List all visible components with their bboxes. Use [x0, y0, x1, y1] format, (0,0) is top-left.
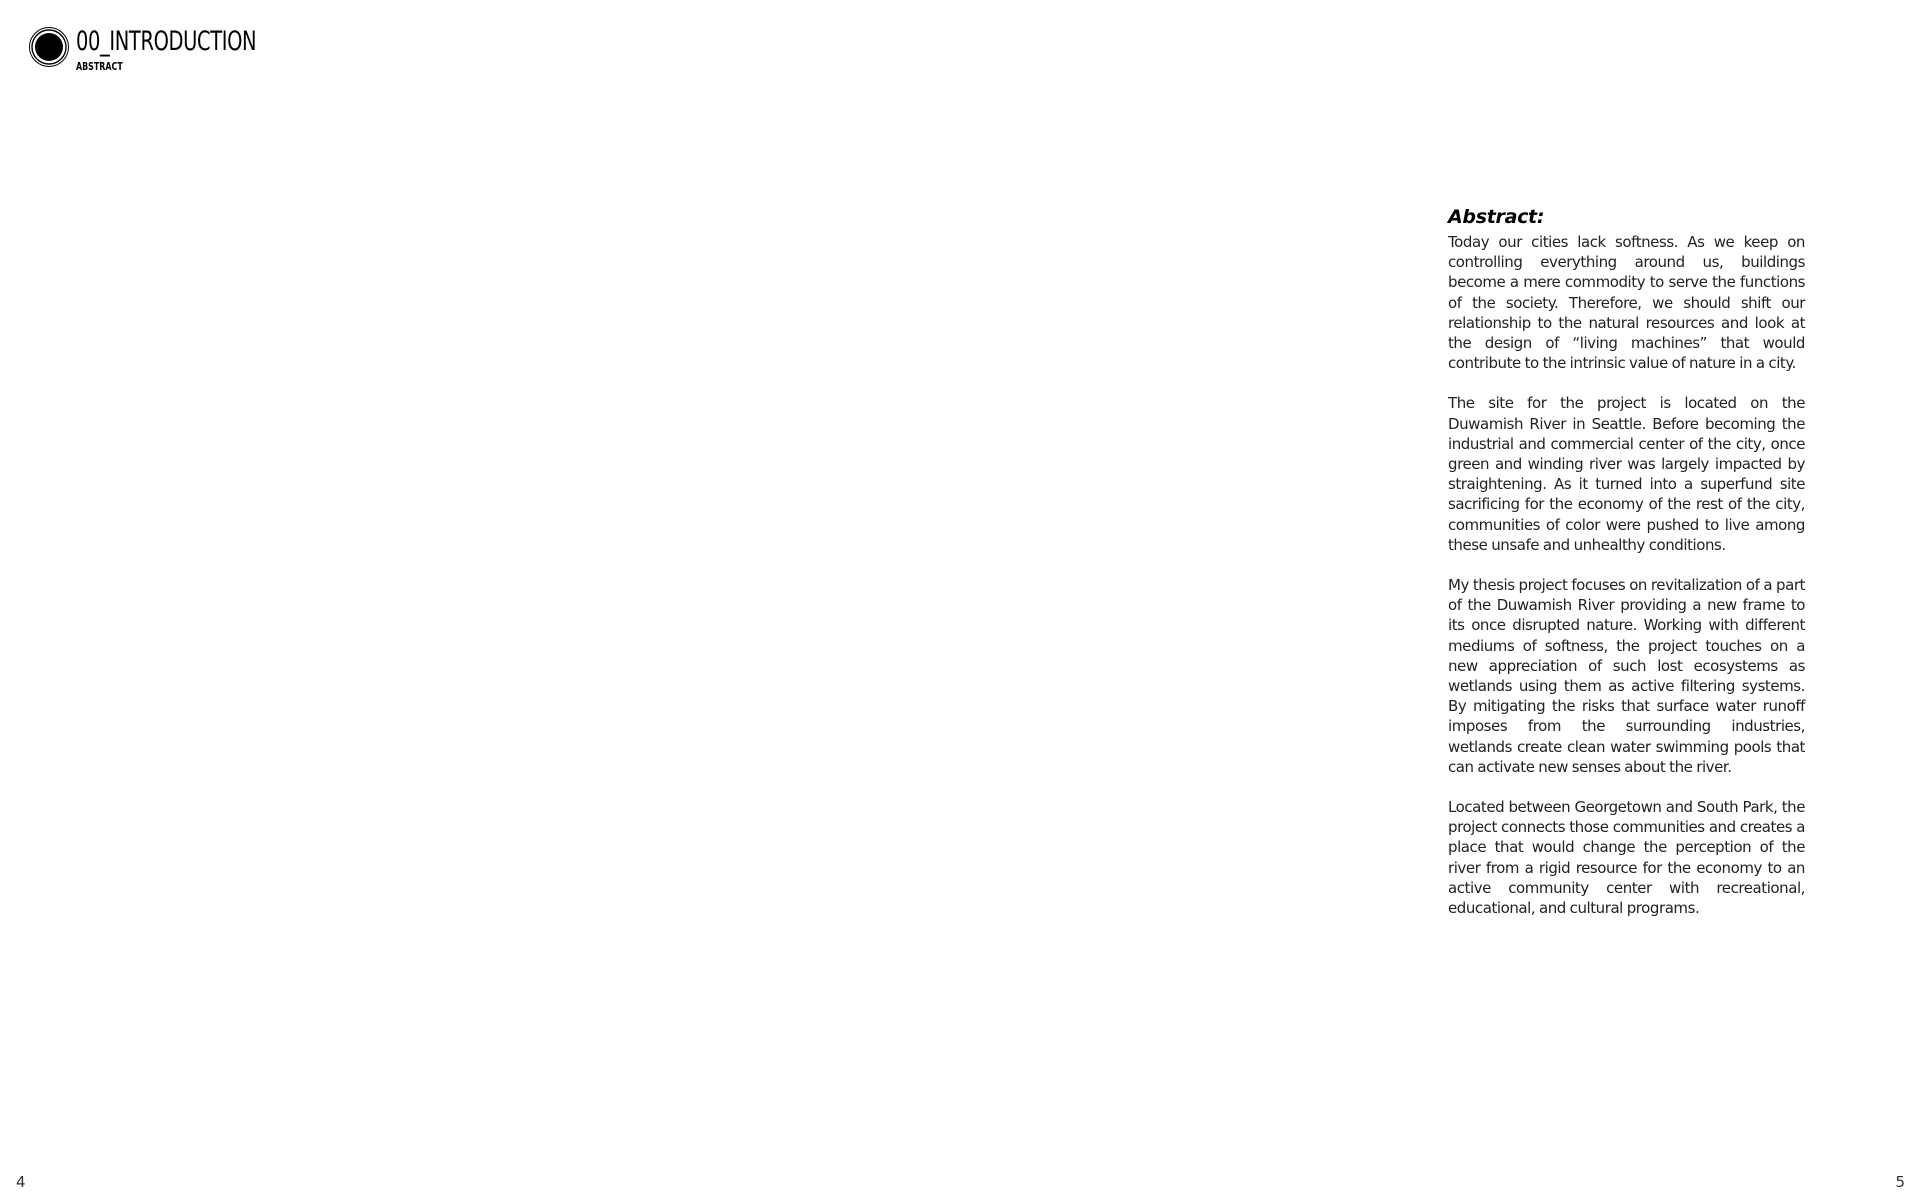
header-text	[76, 26, 326, 74]
section-title: 00_INTRODUCTION	[76, 26, 257, 57]
abstract-paragraph: My thesis project focuses on revitalization of a part of the Duwamish River providing a new frame to its once disrupted nature. Working with different mediums of softness, the project touches on a new appreciation of such lost ecosystems as wetlands using them as active filtering systems. By mitigating the risks that surface water runoff imposes from the surrounding industries, wetlands create clean water swimming pools that can activate new senses about the river.	[1448, 576, 1805, 776]
section-header	[28, 26, 326, 74]
target-circle-icon	[28, 26, 70, 68]
abstract-heading: Abstract:	[1448, 206, 1545, 228]
section-subtitle: ABSTRACT	[76, 60, 123, 73]
page-number-left: 4	[16, 1173, 26, 1191]
page-number-right: 5	[1895, 1173, 1905, 1191]
abstract-block	[1448, 204, 1805, 938]
abstract-paragraph: Located between Georgetown and South Park, the project connects those communities and creates a place that would change the perception of the river from a rigid resource for the economy to an active community center with recreational, educational, and cultural programs.	[1448, 798, 1805, 918]
abstract-paragraph: Today our cities lack softness. As we keep on controlling everything around us, buildings become a mere commodity to serve the functions of the society. Therefore, we should shift our relationship to the natural resources and look at the design of “living machines” that would contribute to the intrinsic value of nature in a city.	[1448, 233, 1805, 373]
abstract-paragraph: The site for the project is located on the Duwamish River in Seattle. Before becoming the industrial and commercial center of the city, once green and winding river was largely impacted by straightening. As it turned into a superfund site sacrificing for the economy of the rest of the city, communities of color were pushed to live among these unsafe and unhealthy conditions.	[1448, 394, 1805, 554]
